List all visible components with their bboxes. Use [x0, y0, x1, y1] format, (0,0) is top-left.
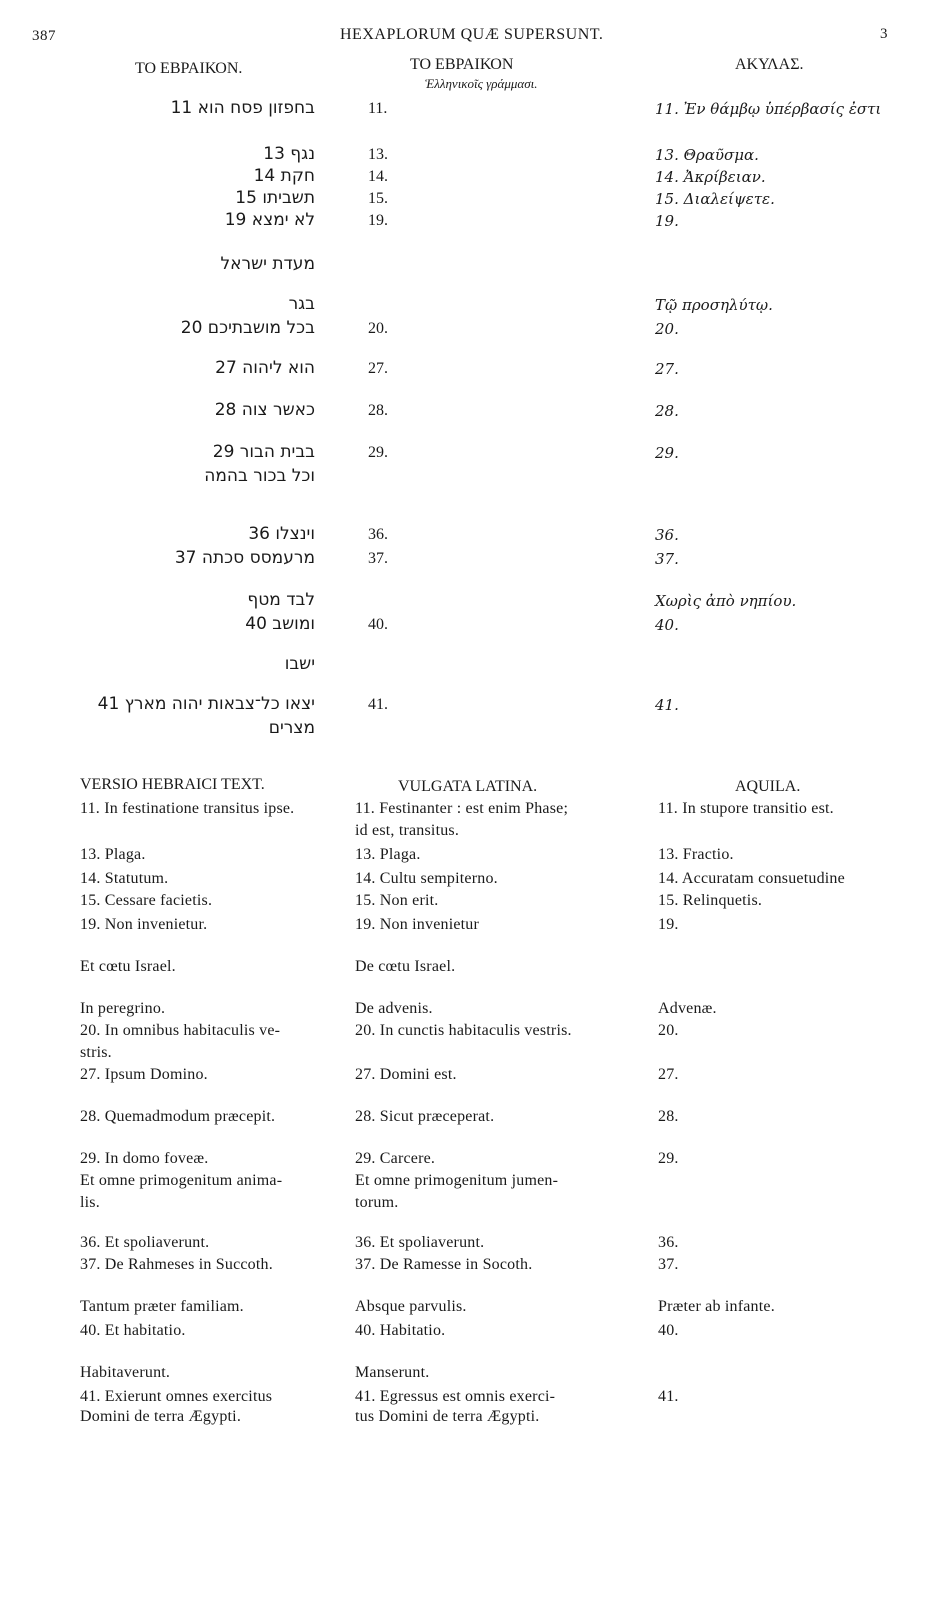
translit-verse-number: 28.	[368, 402, 388, 419]
aquila-greek-line: 19.	[655, 212, 679, 230]
aquila-greek-line: 20.	[655, 320, 679, 338]
aquila-latin-line: Advenæ.	[658, 1000, 717, 1017]
hebrew-line: נגף 13	[263, 144, 315, 164]
hebrew-line: לבד מטף	[247, 590, 315, 610]
aquila-greek-line: 36.	[655, 526, 679, 544]
aquila-greek-line: 14. Ἀκρίβειαν.	[655, 168, 766, 186]
hebrew-line: בבית הבור 29	[212, 442, 315, 462]
hebrew-line: מרעמסס סכתה 37	[174, 548, 315, 568]
hebrew-line: וינצלו 36	[248, 524, 315, 544]
vulgata-line: 40. Habitatio.	[355, 1322, 446, 1339]
hebrew-line: בגר	[288, 294, 315, 314]
vulgata-line: 41. Egressus est omnis exerci-	[355, 1388, 556, 1405]
vulgata-line: 19. Non invenietur	[355, 916, 480, 933]
versio-line: Habitaverunt.	[80, 1364, 171, 1381]
vulgata-line: torum.	[355, 1194, 399, 1211]
hebrew-line: מעדת ישראל	[220, 254, 315, 274]
aquila-greek-line: Χωρὶς ἀπὸ νηπίου.	[655, 592, 797, 610]
aquila-greek-line: Τῷ προσηλύτῳ.	[655, 296, 773, 314]
hebrew-line: וכל בכור בהמה	[204, 466, 315, 486]
versio-line: In peregrino.	[80, 1000, 166, 1017]
vulgata-line: Absque parvulis.	[355, 1298, 467, 1315]
versio-line: 11. In festinatione transitus ipse.	[80, 800, 295, 817]
versio-line: Domini de terra Ægypti.	[80, 1408, 242, 1425]
translit-verse-number: 15.	[368, 190, 388, 207]
hebrew-line: כאשר צוה 28	[214, 400, 315, 420]
versio-line: stris.	[80, 1044, 112, 1061]
versio-line: 13. Plaga.	[80, 846, 146, 863]
hebrew-line: הוא ליהוה 27	[215, 358, 315, 378]
versio-line: 27. Ipsum Domino.	[80, 1066, 208, 1083]
aquila-latin-line: 40.	[658, 1322, 679, 1339]
versio-line: 37. De Rahmeses in Succoth.	[80, 1256, 273, 1273]
aquila-latin-line: Præter ab infante.	[658, 1298, 775, 1315]
aquila-latin-line: 41.	[658, 1388, 679, 1405]
vulgata-line: 11. Festinanter : est enim Phase;	[355, 800, 569, 817]
hebrew-line: בחפזון פסח הוא 11	[170, 98, 315, 118]
vulgata-line: 20. In cunctis habitaculis vestris.	[355, 1022, 572, 1039]
versio-line: lis.	[80, 1194, 100, 1211]
vulgata-line: 29. Carcere.	[355, 1150, 436, 1167]
vulgata-line: 14. Cultu sempiterno.	[355, 870, 498, 887]
vulgata-line: Et omne primogenitum jumen-	[355, 1172, 559, 1189]
versio-line: 29. In domo foveæ.	[80, 1150, 209, 1167]
translit-verse-number: 36.	[368, 526, 388, 543]
versio-line: Et cœtu Israel.	[80, 958, 176, 975]
translit-verse-number: 37.	[368, 550, 388, 567]
col-head-hebrew: ΤΟ ΕΒΡΑΙΚΟΝ.	[135, 60, 243, 77]
versio-line: 36. Et spoliaverunt.	[80, 1234, 210, 1251]
vulgata-line: 37. De Ramesse in Socoth.	[355, 1256, 533, 1273]
vulgata-line: 13. Plaga.	[355, 846, 421, 863]
vulgata-line: 15. Non erit.	[355, 892, 439, 909]
aquila-greek-line: 29.	[655, 444, 679, 462]
hebrew-line: תשביתו 15	[235, 188, 315, 208]
versio-line: 41. Exierunt omnes exercitus	[80, 1388, 273, 1405]
vulgata-line: De advenis.	[355, 1000, 433, 1017]
vulgata-line: 27. Domini est.	[355, 1066, 457, 1083]
aquila-latin-line: 27.	[658, 1066, 679, 1083]
col-head-vulgata: VULGATA LATINA.	[398, 778, 538, 795]
versio-line: 28. Quemadmodum præcepit.	[80, 1108, 276, 1125]
hebrew-line: חקת 14	[253, 166, 315, 186]
hebrew-line: לא ימצא 19	[224, 210, 315, 230]
versio-line: 14. Statutum.	[80, 870, 169, 887]
hebrew-line: מצרים	[268, 718, 315, 738]
translit-verse-number: 40.	[368, 616, 388, 633]
vulgata-line: 36. Et spoliaverunt.	[355, 1234, 485, 1251]
col-head-aquila-latin: AQUILA.	[735, 778, 801, 795]
aquila-greek-line: 41.	[655, 696, 679, 714]
vulgata-line: tus Domini de terra Ægypti.	[355, 1408, 540, 1425]
aquila-greek-line: 15. Διαλείψετε.	[655, 190, 775, 208]
versio-line: 19. Non invenietur.	[80, 916, 208, 933]
translit-verse-number: 19.	[368, 212, 388, 229]
aquila-latin-line: 36.	[658, 1234, 679, 1251]
page-number: 387	[32, 28, 56, 44]
versio-line: 15. Cessare facietis.	[80, 892, 213, 909]
aquila-latin-line: 13. Fractio.	[658, 846, 734, 863]
col-head-translit: ΤΟ ΕΒΡΑΙΚΟΝ	[410, 56, 514, 73]
aquila-greek-line: 28.	[655, 402, 679, 420]
vulgata-line: id est, transitus.	[355, 822, 460, 839]
versio-line: 20. In omnibus habitaculis ve-	[80, 1022, 281, 1039]
translit-verse-number: 13.	[368, 146, 388, 163]
vulgata-line: De cœtu Israel.	[355, 958, 456, 975]
aquila-latin-line: 14. Accuratam consuetudine	[658, 870, 845, 887]
aquila-greek-line: 27.	[655, 360, 679, 378]
versio-line: 40. Et habitatio.	[80, 1322, 186, 1339]
aquila-latin-line: 19.	[658, 916, 679, 933]
folio-number: 3	[880, 26, 888, 42]
running-title: HEXAPLORUM QUÆ SUPERSUNT.	[340, 26, 604, 43]
hebrew-line: בכל מושבתיכם 20	[180, 318, 315, 338]
translit-verse-number: 11.	[368, 100, 388, 117]
col-head-versio: VERSIO HEBRAICI TEXT.	[80, 776, 265, 793]
aquila-latin-line: 29.	[658, 1150, 679, 1167]
translit-verse-number: 20.	[368, 320, 388, 337]
aquila-latin-line: 20.	[658, 1022, 679, 1039]
translit-verse-number: 27.	[368, 360, 388, 377]
translit-verse-number: 41.	[368, 696, 388, 713]
versio-line: Tantum præter familiam.	[80, 1298, 244, 1315]
aquila-greek-line: 40.	[655, 616, 679, 634]
aquila-greek-line: 13. Θραῦσμα.	[655, 146, 759, 164]
aquila-greek-line: 11. Ἐν θάμβῳ ὑπέρβασίς ἐστι	[655, 100, 882, 118]
vulgata-line: Manserunt.	[355, 1364, 430, 1381]
translit-verse-number: 14.	[368, 168, 388, 185]
aquila-latin-line: 28.	[658, 1108, 679, 1125]
col-head-aquila-greek: ΑΚΥΛΑΣ.	[735, 56, 804, 73]
hebrew-line: ישבו	[284, 654, 315, 674]
vulgata-line: 28. Sicut præceperat.	[355, 1108, 495, 1125]
versio-line: Et omne primogenitum anima-	[80, 1172, 283, 1189]
aquila-latin-line: 11. In stupore transitio est.	[658, 800, 834, 817]
col-head-translit-sub: Ἑλληνικοῖς γράμμασι.	[425, 76, 538, 91]
aquila-latin-line: 37.	[658, 1256, 679, 1273]
translit-verse-number: 29.	[368, 444, 388, 461]
aquila-latin-line: 15. Relinquetis.	[658, 892, 763, 909]
hebrew-line: יצאו כל־צבאות יהוה מארץ 41	[97, 694, 315, 714]
hebrew-line: ומושב 40	[245, 614, 315, 634]
aquila-greek-line: 37.	[655, 550, 679, 568]
